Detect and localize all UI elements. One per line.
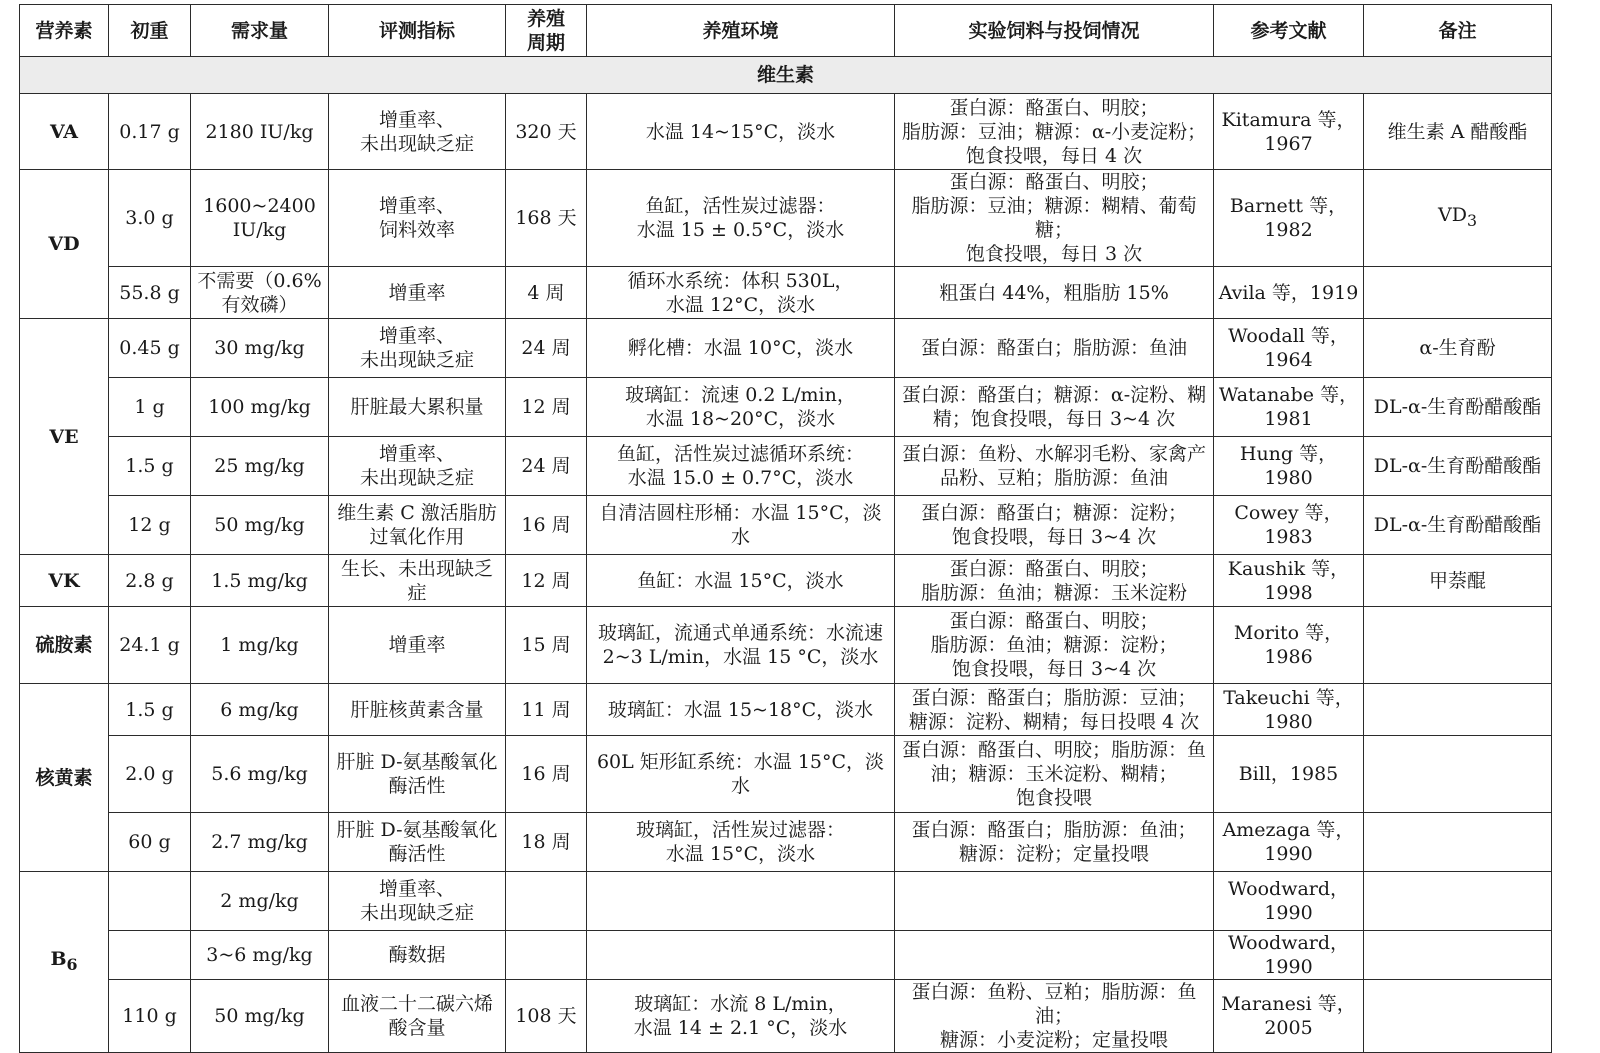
cell-diet-and-feeding [895, 872, 1214, 931]
cell-reference: Cowey 等，1983 [1214, 496, 1364, 555]
cell-culture-period: 16 周 [506, 496, 587, 555]
cell-diet-and-feeding: 蛋白源：酪蛋白；脂肪源：鱼油 [895, 319, 1214, 378]
cell-culture-environment: 鱼缸：水温 15°C，淡水 [587, 555, 895, 607]
cell-remarks [1364, 684, 1552, 736]
header-culture-environment: 养殖环境 [587, 5, 895, 57]
cell-diet-and-feeding [895, 931, 1214, 980]
table-row [20, 931, 1552, 980]
remark-vd-subscript: 3 [1466, 210, 1478, 230]
table-row [20, 496, 1552, 555]
cell-initial-weight: 60 g [109, 813, 191, 872]
cell-diet-and-feeding: 粗蛋白 44%，粗脂肪 15% [895, 267, 1214, 319]
table-row [20, 267, 1552, 319]
cell-culture-period: 12 周 [506, 555, 587, 607]
nutrient-b6-subscript: 6 [66, 954, 78, 974]
cell-culture-period: 24 周 [506, 319, 587, 378]
cell-requirement: 2180 IU/kg [191, 94, 329, 170]
cell-initial-weight [109, 931, 191, 980]
header-requirement: 需求量 [191, 5, 329, 57]
cell-culture-environment: 玻璃缸，活性炭过滤器： 水温 15°C，淡水 [587, 813, 895, 872]
cell-culture-environment: 玻璃缸：水流 8 L/min， 水温 14 ± 2.1 °C，淡水 [587, 980, 895, 1053]
cell-culture-period: 16 周 [506, 736, 587, 813]
nutrient-b6 [20, 872, 109, 1053]
cell-initial-weight: 2.0 g [109, 736, 191, 813]
cell-initial-weight [109, 872, 191, 931]
remark-vd-base: VD [1437, 204, 1467, 227]
cell-requirement: 1 mg/kg [191, 607, 329, 684]
cell-diet-and-feeding: 蛋白源：酪蛋白、明胶；脂肪源：鱼 油；糖源：玉米淀粉、糊精； 饱食投喂 [895, 736, 1214, 813]
cell-remarks: DL-α-生育酚醋酸酯 [1364, 378, 1552, 437]
cell-reference: Avila 等，1919 [1214, 267, 1364, 319]
cell-reference: Kaushik 等，1998 [1214, 555, 1364, 607]
cell-culture-environment: 鱼缸，活性炭过滤器： 水温 15 ± 0.5°C，淡水 [587, 170, 895, 267]
nutrient-riboflavin: 核黄素 [20, 684, 109, 872]
table-row [20, 319, 1552, 378]
cell-reference: Morito 等，1986 [1214, 607, 1364, 684]
cell-culture-environment: 玻璃缸：流速 0.2 L/min， 水温 18~20°C，淡水 [587, 378, 895, 437]
cell-remarks: α-生育酚 [1364, 319, 1552, 378]
cell-diet-and-feeding: 蛋白源：酪蛋白、明胶； 脂肪源：豆油；糖源：α-小麦淀粉； 饱食投喂，每日 4 次 [895, 94, 1214, 170]
cell-culture-environment: 鱼缸，活性炭过滤循环系统： 水温 15.0 ± 0.7°C，淡水 [587, 437, 895, 496]
cell-remarks: 维生素 A 醋酸酯 [1364, 94, 1552, 170]
cell-remarks [1364, 607, 1552, 684]
group-row-vitamins [20, 57, 1552, 94]
cell-evaluation-index: 肝脏最大累积量 [329, 378, 506, 437]
cell-culture-period: 11 周 [506, 684, 587, 736]
cell-culture-environment: 循环水系统：体积 530L， 水温 12°C，淡水 [587, 267, 895, 319]
cell-reference: Maranesi 等， 2005 [1214, 980, 1364, 1053]
cell-culture-period: 24 周 [506, 437, 587, 496]
cell-diet-and-feeding: 蛋白源：酪蛋白；糖源：α-淀粉、糊 精；饱食投喂，每日 3~4 次 [895, 378, 1214, 437]
cell-requirement: 50 mg/kg [191, 980, 329, 1053]
cell-remarks: 甲萘醌 [1364, 555, 1552, 607]
cell-remarks: DL-α-生育酚醋酸酯 [1364, 437, 1552, 496]
cell-culture-period: 320 天 [506, 94, 587, 170]
header-evaluation-index: 评测指标 [329, 5, 506, 57]
cell-diet-and-feeding: 蛋白源：酪蛋白；糖源：淀粉； 饱食投喂，每日 3~4 次 [895, 496, 1214, 555]
cell-diet-and-feeding: 蛋白源：鱼粉、水解羽毛粉、家禽产 品粉、豆粕；脂肪源：鱼油 [895, 437, 1214, 496]
cell-evaluation-index: 增重率 [329, 607, 506, 684]
cell-initial-weight: 55.8 g [109, 267, 191, 319]
cell-initial-weight: 3.0 g [109, 170, 191, 267]
table-row [20, 813, 1552, 872]
cell-evaluation-index: 增重率、 未出现缺乏症 [329, 319, 506, 378]
cell-evaluation-index: 增重率、 未出现缺乏症 [329, 872, 506, 931]
cell-culture-period [506, 872, 587, 931]
header-initial-weight: 初重 [109, 5, 191, 57]
cell-reference: Woodward，1990 [1214, 931, 1364, 980]
cell-requirement: 25 mg/kg [191, 437, 329, 496]
cell-evaluation-index: 血液二十二碳六烯 酸含量 [329, 980, 506, 1053]
group-title: 维生素 [20, 57, 1552, 94]
cell-remarks: DL-α-生育酚醋酸酯 [1364, 496, 1552, 555]
table-row [20, 607, 1552, 684]
cell-initial-weight: 0.17 g [109, 94, 191, 170]
cell-requirement: 5.6 mg/kg [191, 736, 329, 813]
cell-culture-period: 168 天 [506, 170, 587, 267]
cell-requirement: 1600~2400 IU/kg [191, 170, 329, 267]
nutrient-vk: VK [20, 555, 109, 607]
cell-requirement: 50 mg/kg [191, 496, 329, 555]
cell-requirement: 2 mg/kg [191, 872, 329, 931]
table-row [20, 555, 1552, 607]
table-row [20, 872, 1552, 931]
nutrient-ve: VE [20, 319, 109, 555]
header-diet-and-feeding: 实验饲料与投饲情况 [895, 5, 1214, 57]
cell-evaluation-index: 增重率、 饲料效率 [329, 170, 506, 267]
cell-diet-and-feeding: 蛋白源：酪蛋白；脂肪源：鱼油； 糖源：淀粉；定量投喂 [895, 813, 1214, 872]
header-reference: 参考文献 [1214, 5, 1364, 57]
table-row [20, 736, 1552, 813]
cell-initial-weight: 110 g [109, 980, 191, 1053]
cell-remarks [1364, 170, 1552, 267]
cell-diet-and-feeding: 蛋白源：酪蛋白、明胶； 脂肪源：鱼油；糖源：淀粉； 饱食投喂，每日 3~4 次 [895, 607, 1214, 684]
cell-requirement: 2.7 mg/kg [191, 813, 329, 872]
cell-evaluation-index: 增重率 [329, 267, 506, 319]
nutrient-thiamine: 硫胺素 [20, 607, 109, 684]
table-row [20, 378, 1552, 437]
cell-culture-period: 18 周 [506, 813, 587, 872]
cell-diet-and-feeding: 蛋白源：酪蛋白、明胶； 脂肪源：鱼油；糖源：玉米淀粉 [895, 555, 1214, 607]
cell-remarks [1364, 736, 1552, 813]
cell-culture-environment: 自清洁圆柱形桶：水温 15°C，淡水 [587, 496, 895, 555]
cell-culture-period: 12 周 [506, 378, 587, 437]
table-row [20, 170, 1552, 267]
cell-evaluation-index: 肝脏核黄素含量 [329, 684, 506, 736]
cell-requirement: 30 mg/kg [191, 319, 329, 378]
cell-culture-environment: 玻璃缸，流通式单通系统：水流速 2~3 L/min，水温 15 °C，淡水 [587, 607, 895, 684]
cell-diet-and-feeding: 蛋白源：鱼粉、豆粕；脂肪源：鱼油； 糖源：小麦淀粉；定量投喂 [895, 980, 1214, 1053]
cell-initial-weight: 0.45 g [109, 319, 191, 378]
cell-reference: Hung 等，1980 [1214, 437, 1364, 496]
cell-requirement: 6 mg/kg [191, 684, 329, 736]
cell-initial-weight: 1 g [109, 378, 191, 437]
header-remarks: 备注 [1364, 5, 1552, 57]
table-row [20, 437, 1552, 496]
cell-evaluation-index: 增重率、 未出现缺乏症 [329, 94, 506, 170]
cell-requirement: 3~6 mg/kg [191, 931, 329, 980]
cell-requirement: 不需要（0.6% 有效磷） [191, 267, 329, 319]
cell-requirement: 1.5 mg/kg [191, 555, 329, 607]
cell-culture-period: 15 周 [506, 607, 587, 684]
header-culture-period: 养殖 周期 [506, 5, 587, 57]
cell-evaluation-index: 生长、未出现缺乏症 [329, 555, 506, 607]
cell-reference: Bill，1985 [1214, 736, 1364, 813]
cell-diet-and-feeding: 蛋白源：酪蛋白、明胶； 脂肪源：豆油；糖源：糊精、葡萄糖； 饱食投喂，每日 3 次 [895, 170, 1214, 267]
cell-initial-weight: 2.8 g [109, 555, 191, 607]
cell-initial-weight: 1.5 g [109, 684, 191, 736]
cell-remarks [1364, 813, 1552, 872]
cell-culture-period [506, 931, 587, 980]
cell-reference: Kitamura 等， 1967 [1214, 94, 1364, 170]
cell-evaluation-index: 酶数据 [329, 931, 506, 980]
nutrient-vd: VD [20, 170, 109, 319]
cell-reference: Woodall 等，1964 [1214, 319, 1364, 378]
cell-culture-environment [587, 931, 895, 980]
cell-remarks [1364, 872, 1552, 931]
table-row [20, 94, 1552, 170]
cell-initial-weight: 1.5 g [109, 437, 191, 496]
cell-remarks [1364, 267, 1552, 319]
cell-culture-environment: 60L 矩形缸系统：水温 15°C，淡水 [587, 736, 895, 813]
vitamin-requirements-table [19, 4, 1552, 1053]
cell-requirement: 100 mg/kg [191, 378, 329, 437]
header-row [20, 5, 1552, 57]
nutrient-b6-base: B [50, 948, 67, 971]
table-row [20, 980, 1552, 1053]
header-nutrient: 营养素 [20, 5, 109, 57]
cell-evaluation-index: 肝脏 D-氨基酸氧化 酶活性 [329, 736, 506, 813]
cell-reference: Watanabe 等， 1981 [1214, 378, 1364, 437]
cell-culture-environment: 玻璃缸：水温 15~18°C，淡水 [587, 684, 895, 736]
nutrient-va: VA [20, 94, 109, 170]
cell-initial-weight: 24.1 g [109, 607, 191, 684]
cell-evaluation-index: 维生素 C 激活脂肪 过氧化作用 [329, 496, 506, 555]
cell-culture-environment: 孵化槽：水温 10°C，淡水 [587, 319, 895, 378]
cell-culture-environment [587, 872, 895, 931]
cell-initial-weight: 12 g [109, 496, 191, 555]
cell-remarks [1364, 931, 1552, 980]
table-row [20, 684, 1552, 736]
cell-evaluation-index: 增重率、 未出现缺乏症 [329, 437, 506, 496]
cell-reference: Woodward，1990 [1214, 872, 1364, 931]
cell-culture-period: 108 天 [506, 980, 587, 1053]
cell-reference: Amezaga 等， 1990 [1214, 813, 1364, 872]
cell-culture-environment: 水温 14~15°C，淡水 [587, 94, 895, 170]
cell-reference: Takeuchi 等， 1980 [1214, 684, 1364, 736]
cell-reference: Barnett 等，1982 [1214, 170, 1364, 267]
cell-remarks [1364, 980, 1552, 1053]
cell-diet-and-feeding: 蛋白源：酪蛋白；脂肪源：豆油； 糖源：淀粉、糊精；每日投喂 4 次 [895, 684, 1214, 736]
cell-evaluation-index: 肝脏 D-氨基酸氧化 酶活性 [329, 813, 506, 872]
cell-culture-period: 4 周 [506, 267, 587, 319]
